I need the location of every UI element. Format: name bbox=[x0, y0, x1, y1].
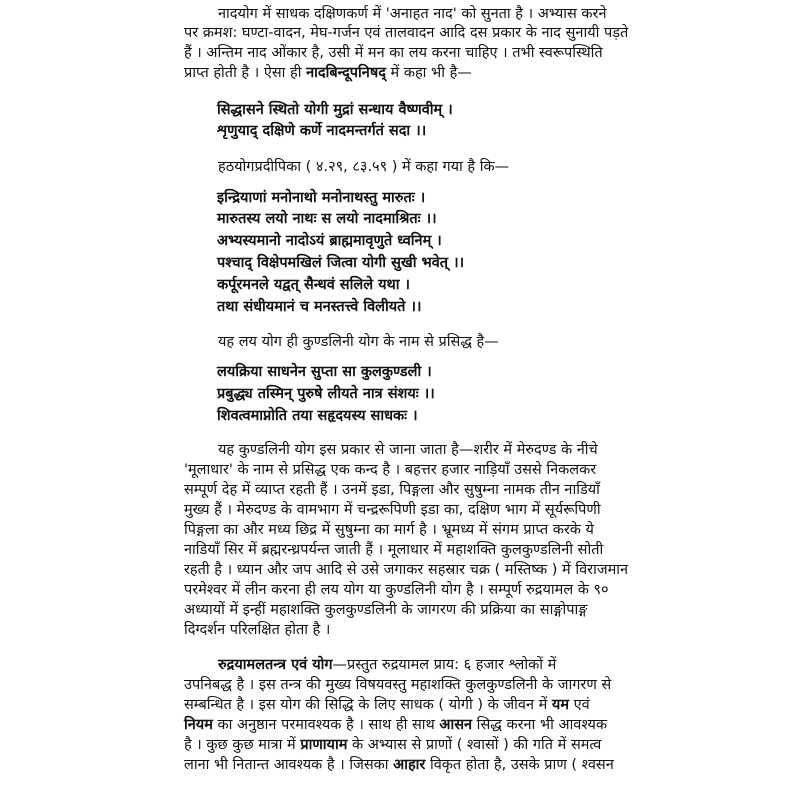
para5-line-4 bbox=[184, 716, 607, 734]
para5-line-6-text: लाना भी नितान्त आवश्यक है । जिसका bbox=[184, 757, 394, 773]
para5-line-5-text: है । कुछ कुछ मात्रा में bbox=[184, 737, 301, 753]
para5-line-3 bbox=[184, 696, 590, 714]
section-heading: रुद्रयामलतन्त्र एवं योग bbox=[218, 657, 333, 673]
verse2-line-2: मारुतस्य लयो नाथः स लयो नादमाश्रितः ।। bbox=[217, 211, 437, 227]
verse1-line-2: शृणुयाद् दक्षिणे कर्णे नादमन्तर्गतं सदा ।। bbox=[217, 123, 427, 139]
para4-line-10: दिग्दर्शन परिलक्षित होता है । bbox=[184, 622, 331, 638]
term-pranayama: प्राणायाम bbox=[300, 737, 348, 753]
para5-line-3-text: सम्बन्धित है । इस योग की सिद्धि के लिए साधक ( योगी ) के जीवन में bbox=[184, 697, 552, 713]
term-yama: यम bbox=[551, 697, 570, 713]
verse2-line-1: इन्द्रियाणां मनोनाथो मनोनाथस्तु मारुतः । bbox=[217, 190, 426, 206]
upanishad-title: नादबिन्दूपनिषद् bbox=[306, 65, 386, 81]
para1-line-4 bbox=[184, 64, 472, 82]
para1-line-3: हैं । अन्तिम नाद ओंकार है, उसी में मन का लय करना चाहिए । तभी स्वरूपस्थिति bbox=[184, 45, 603, 61]
verse3-line-3: शिवत्वमाप्नोति तया सहृदयस्य साधकः । bbox=[217, 408, 418, 424]
para5-line-1-text: —प्रस्तुत रुद्रयामल प्राय: ६ हजार श्लोकों में bbox=[332, 657, 557, 673]
para4-line-1: यह कुण्डलिनी योग इस प्रकार से जाना जाता है—शरीर में मेरुदण्ड के नीचे bbox=[218, 442, 598, 458]
verse2-line-6: तथा संधीयमानं च मनस्तत्त्वे विलीयते ।। bbox=[217, 299, 422, 315]
para5-line-5 bbox=[184, 736, 601, 754]
para5-line-6 bbox=[184, 756, 614, 774]
verse1-line-1: सिद्धासने स्थितो योगी मुद्रां सन्धाय वैष्णवीम् । bbox=[217, 102, 453, 118]
para4-line-6: नाडियाँ सिर में ब्रह्मरन्ध्रपर्यन्त जाती हैं । मूलाधार में महाशक्ति कुलकुण्डलिनी सोती bbox=[184, 542, 604, 558]
para4-line-3: सम्पूर्ण देह में व्याप्त रहती हैं । उनमें इडा, पिङ्गला और सुषुम्ना नामक तीन नाडियाँ bbox=[184, 482, 600, 498]
para4-line-2: 'मूलाधार' के नाम से प्रसिद्ध एक कन्द है । बहत्तर हजार नाड़ियाँ उससे निकलकर bbox=[184, 462, 597, 478]
term-niyama: नियम bbox=[184, 717, 213, 733]
para5-line-2: उपनिबद्ध है । इस तन्त्र की मुख्य विषयवस्तु महाशक्ति कुलकुण्डलिनी के जागरण से bbox=[184, 677, 612, 693]
para1-line-4-text: प्राप्त होती है । ऐसा ही bbox=[184, 65, 307, 81]
para5-line-6-tail: विकृत होता है, उसके प्राण ( श्वसन bbox=[425, 757, 614, 773]
para4-line-5: पिङ्गला का और मध्य छिद्र में सुषुम्ना का मार्ग है । भ्रूमध्य में संगम प्राप्त करके ये bbox=[184, 522, 594, 538]
term-asana: आसन bbox=[439, 717, 473, 733]
para1-tail: में कहा भी है— bbox=[385, 65, 472, 81]
verse2-line-3: अभ्यस्यमानो नादोऽयं ब्राह्ममावृणुते ध्वनिम् । bbox=[217, 233, 442, 249]
intro-layayoga: यह लय योग ही कुण्डलिनी योग के नाम से प्रसिद्ध है— bbox=[218, 334, 499, 350]
para5-line-4-tail: सिद्ध करना भी आवश्यक bbox=[472, 717, 608, 733]
verse2-line-5: कर्पूरमनले यद्वत् सैन्धवं सलिले यथा । bbox=[217, 277, 411, 293]
verse2-line-4: पश्चाद् विक्षेपमखिलं जित्वा योगी सुखी भवेत् ।। bbox=[217, 255, 465, 271]
para1-line-2: पर क्रमश: घण्टा-वादन, मेघ-गर्जन एवं तालवादन आदि दस प्रकार के नाद सुनायी पड़ते bbox=[184, 25, 629, 41]
para5-line-3-tail: एवं bbox=[569, 697, 590, 713]
para1-line-1: नादयोग में साधक दक्षिणकर्ण में 'अनाहत नाद' को सुनता है । अभ्यास करने bbox=[218, 6, 607, 22]
para4-line-7: रहती है । ध्यान और जप आदि से उसे जगाकर सहस्रार चक्र ( मस्तिष्क ) में विराजमान bbox=[184, 562, 629, 578]
verse3-line-1: लयक्रिया साधनेन सुप्ता सा कुलकुण्डली । bbox=[217, 364, 432, 380]
para5-line-1 bbox=[218, 656, 556, 674]
para5-line-5-tail: के अभ्यास से प्राणों ( श्वासों ) की गति में समत्व bbox=[347, 737, 602, 753]
para4-line-8: परमेश्वर में लीन करना ही लय योग या कुण्डलिनी योग है । सम्पूर्ण रुद्रयामल के ९० bbox=[184, 582, 609, 598]
intro-hathayoga: हठयोगप्रदीपिका ( ४.२९, ८३.५९ ) में कहा गया है कि— bbox=[218, 159, 510, 175]
para5-line-4-text: का अनुष्ठान परमावश्यक है । साथ ही साथ bbox=[212, 717, 440, 733]
para4-line-9: अध्यायों में इन्हीं महाशक्ति कुलकुण्डलिनी के जागरण की प्रक्रिया का साङ्गोपाङ्ग bbox=[184, 602, 588, 618]
verse3-line-2: प्रबुद्ध्य तस्मिन् पुरुषे लीयते नात्र संशयः ।। bbox=[217, 386, 435, 402]
term-ahara: आहार bbox=[393, 757, 426, 773]
para4-line-4: मुख्य हैं । मेरुदण्ड के वामभाग में चन्द्ररूपिणी इडा का, दक्षिण भाग में सूर्यरूपिणी bbox=[184, 502, 601, 518]
